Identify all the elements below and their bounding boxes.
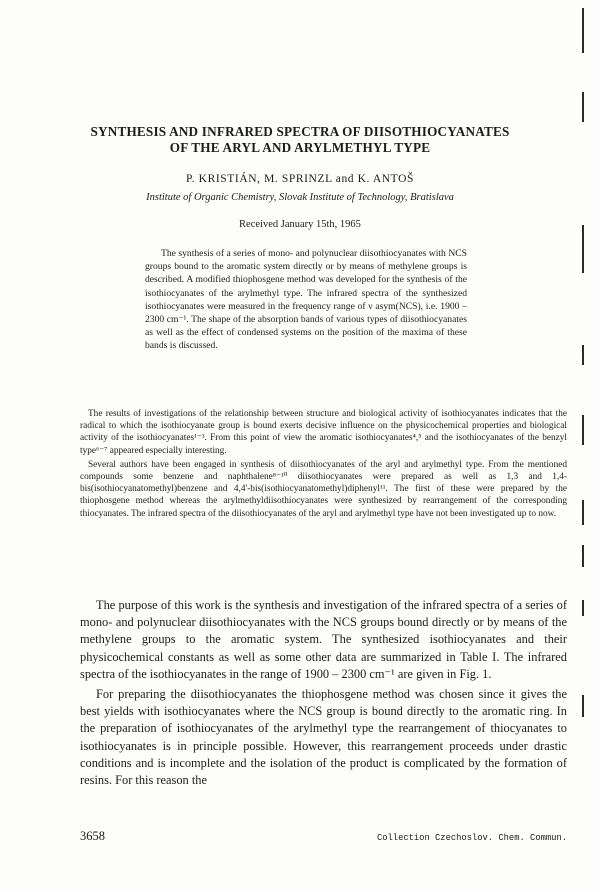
affiliation: Institute of Organic Chemistry, Slovak Institute of Technology, Bratislava xyxy=(146,192,454,203)
scan-margin-line xyxy=(582,92,584,122)
introduction-small-print xyxy=(80,408,567,522)
journal-name: Collection Czechoslov. Chem. Commun. xyxy=(376,833,567,843)
scan-margin-line xyxy=(582,600,584,616)
scan-margin-line xyxy=(582,415,584,445)
paper-title xyxy=(60,124,540,156)
body-paragraph: The purpose of this work is the synthesis and investigation of the infrared spectra of a series of mono- and polynuclear diisothiocyanates with the NCS groups bound directly or by means of the methylene groups to the aromatic system. The synthesized isothiocyanates and their physicochemical constants as well as some other data are summarized in Table I. The infrared spectra of the isothiocyanates in the range of 1900 – 2300 cm⁻¹ are given in Fig. 1. xyxy=(80,598,567,681)
scan-margin-line xyxy=(582,225,584,273)
scan-margin-line xyxy=(582,545,584,567)
authors: P. KRISTIÁN, M. SPRINZL and K. ANTOŠ xyxy=(186,173,414,185)
intro-paragraph: Several authors have been engaged in synthesis of diisothiocyanates of the aryl and arylmethyl type. From the mentioned compounds some benzene and naphthalene⁸⁻¹⁰ diisothiocyanates were prepared as well as 1,3 and 1,4-bis(isothiocyanatomethyl)benzene and 4,4'-bis(isothiocyanatomethyl)diphenyl¹¹. The first of these were prepared by the thiophosgene method whereas the arylmethyldiisothiocyanates were synthesized by rearrangement of the corresponding thiocyanates. The infrared spectra of the diisothiocyanates of the aryl and arylmethyl type have not been investigated up to now. xyxy=(80,459,567,519)
body-text xyxy=(80,597,567,792)
page-number: 3658 xyxy=(80,829,105,843)
abstract xyxy=(145,247,467,353)
page-footer xyxy=(80,829,567,844)
scan-margin-line xyxy=(582,345,584,365)
received-date: Received January 15th, 1965 xyxy=(239,219,361,230)
scan-margin-line xyxy=(582,8,584,53)
scan-margin-line xyxy=(582,695,584,717)
title-line-1: SYNTHESIS AND INFRARED SPECTRA OF DIISOTHIOCYANATES xyxy=(90,124,510,139)
scan-margin-line xyxy=(582,500,584,525)
title-line-2: OF THE ARYL AND ARYLMETHYL TYPE xyxy=(169,140,431,155)
intro-paragraph: The results of investigations of the relationship between structure and biological activity of isothiocyanates indicates that the radical to which the isothiocyanate group is bound exerts decisive influence on the physicochemical properties and biological activity of the isothiocyanates¹⁻³. From this point of view the aromatic isothiocyanates⁴,⁵ and the isothiocyanates of the benzyl type⁶⁻⁷ appeared especially interesting. xyxy=(80,409,567,456)
abstract-text: The synthesis of a series of mono- and polynuclear diisothiocyanates with NCS groups bound to the aromatic system directly or by means of methylene groups is described. A modified thiophosgene method was developed for the synthesis of the isothiocyanates of the arylmethyl type. The infrared spectra of the synthesized isothiocyanates were measured in the frequency range of ν asym(NCS), i.e. 1900 – 2300 cm⁻¹. The shape of the absorption bands of various types of diisothiocyanates as well as the effect of condensed systems on the position of the maxima of these bands is discussed. xyxy=(145,248,467,352)
body-paragraph: For preparing the diisothiocyanates the thiophosgene method was chosen since it gives the best yields with isothiocyanates where the NCS group is bound directly to the aromatic ring. In the preparation of isothiocyanates of the arylmethyl type the rearrangement of thiocyanates to isothiocyanates is in principle possible. However, this rearrangement proceeds under drastic conditions and is incomplete and the isolation of the product is complicated by the formation of resins. For this reason the xyxy=(80,687,567,788)
